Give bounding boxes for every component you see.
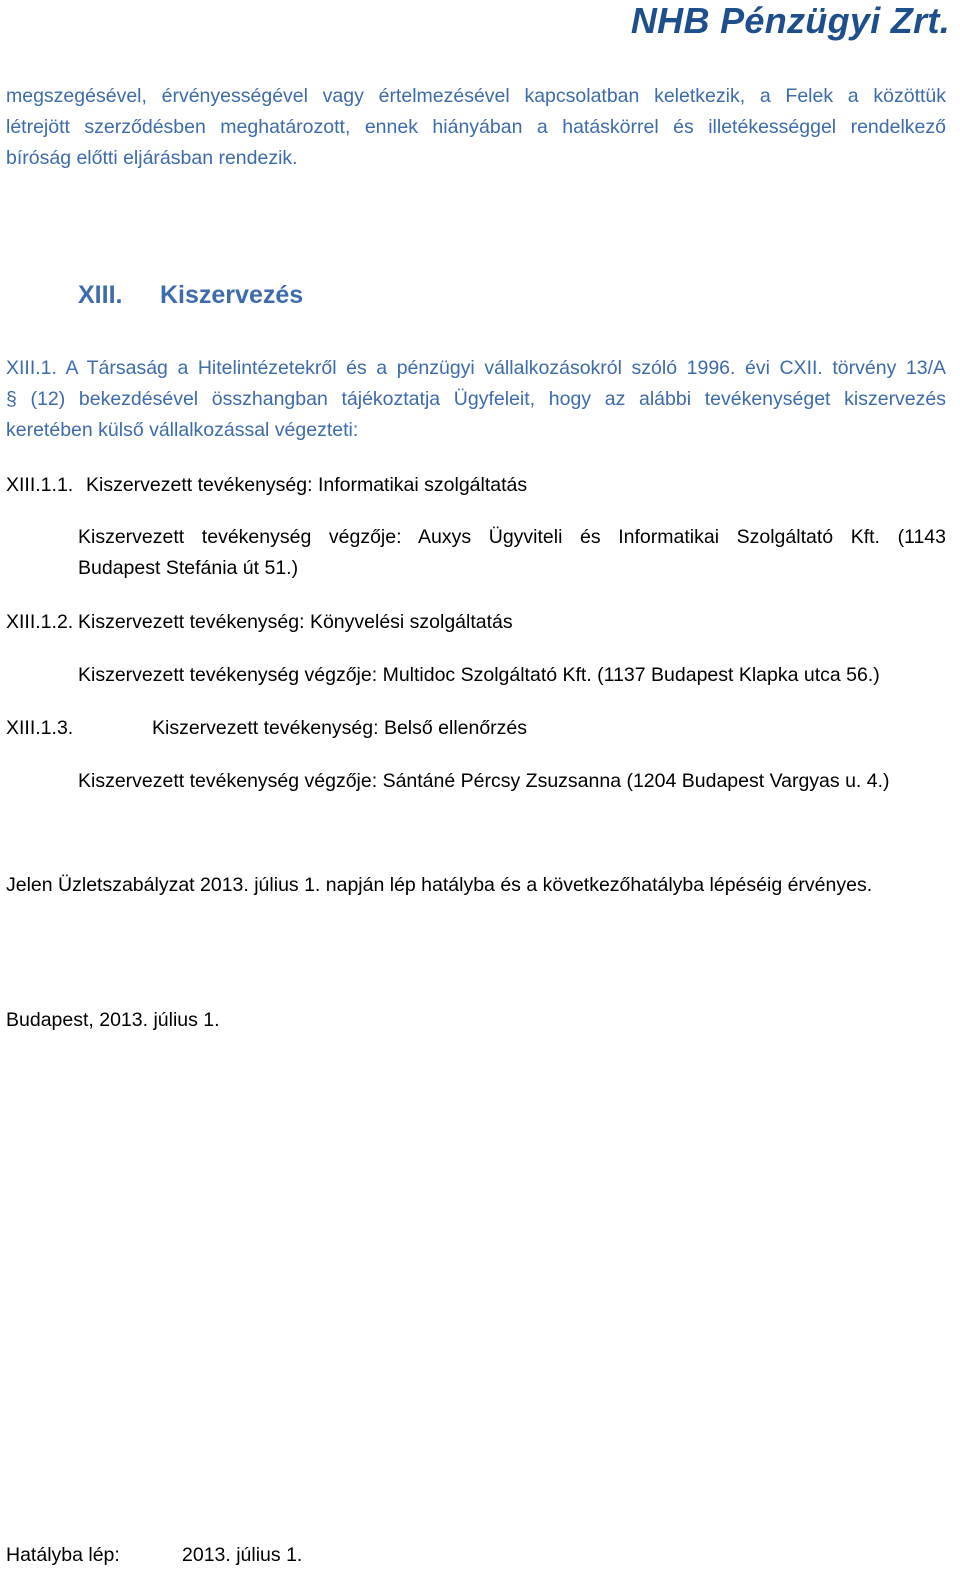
company-header: NHB Pénzügyi Zrt. (630, 0, 950, 41)
item-2-provider-line-1: Kiszervezett tevékenység végzője: Multidoc Szolgáltató Kft. (1137 Budapest Klapka utca 56.) (78, 664, 880, 686)
intro-line-3: bíróság előtti eljárásban rendezik. (6, 147, 298, 169)
item-1-activity: Kiszervezett tevékenység: Informatikai szolgáltatás (86, 474, 528, 496)
item-1-provider-line-2: Budapest Stefánia út 51.) (78, 557, 299, 579)
intro-line-2: létrejött szerződésben meghatározott, ennek hiányában a hatáskörrel és illetékességgel rendelkező (6, 116, 946, 138)
item-1-number: XIII.1.1. (6, 474, 74, 496)
footer-label: Hatályba lép: (6, 1544, 120, 1566)
item-2-activity: Kiszervezett tevékenység: Könyvelési szolgáltatás (78, 611, 513, 633)
clause-1-line-2: § (12) bekezdésével összhangban tájékoztatja Ügyfeleit, hogy az alábbi tevékenységet kiszervezés (6, 388, 946, 410)
clause-1-number: XIII.1. (6, 357, 57, 379)
effective-statement: Jelen Üzletszabályzat 2013. július 1. napján lép hatályba és a következőhatályba lépéséig érvényes. (6, 874, 873, 896)
section-heading (78, 281, 303, 310)
item-2-number: XIII.1.2. (6, 611, 74, 633)
clause-1-line-1 (6, 353, 946, 384)
item-3-provider-line-1: Kiszervezett tevékenység végzője: Sántáné Pércsy Zsuzsanna (1204 Budapest Vargyas u. 4.) (78, 770, 890, 792)
section-number: XIII. (78, 281, 123, 309)
footer-date: 2013. július 1. (182, 1544, 303, 1566)
item-3-number: XIII.1.3. (6, 717, 74, 739)
item-1-provider-line-1: Kiszervezett tevékenység végzője: Auxys Ügyviteli és Informatikai Szolgáltató Kft. (1143 (78, 526, 946, 548)
section-title: Kiszervezés (160, 281, 304, 309)
clause-1-line-3: keretében külső vállalkozással végezteti: (6, 419, 359, 441)
item-3-activity: Kiszervezett tevékenység: Belső ellenőrzés (152, 717, 528, 739)
intro-line-1: megszegésével, érvényességével vagy értelmezésével kapcsolatban keletkezik, a Felek a közöttük (6, 85, 946, 107)
place-date: Budapest, 2013. július 1. (6, 1009, 220, 1031)
clause-1-text-1: A Társaság a Hitelintézetekről és a pénzügyi vállalkozásokról szóló 1996. évi CXII. törvény 13/A (65, 357, 947, 379)
